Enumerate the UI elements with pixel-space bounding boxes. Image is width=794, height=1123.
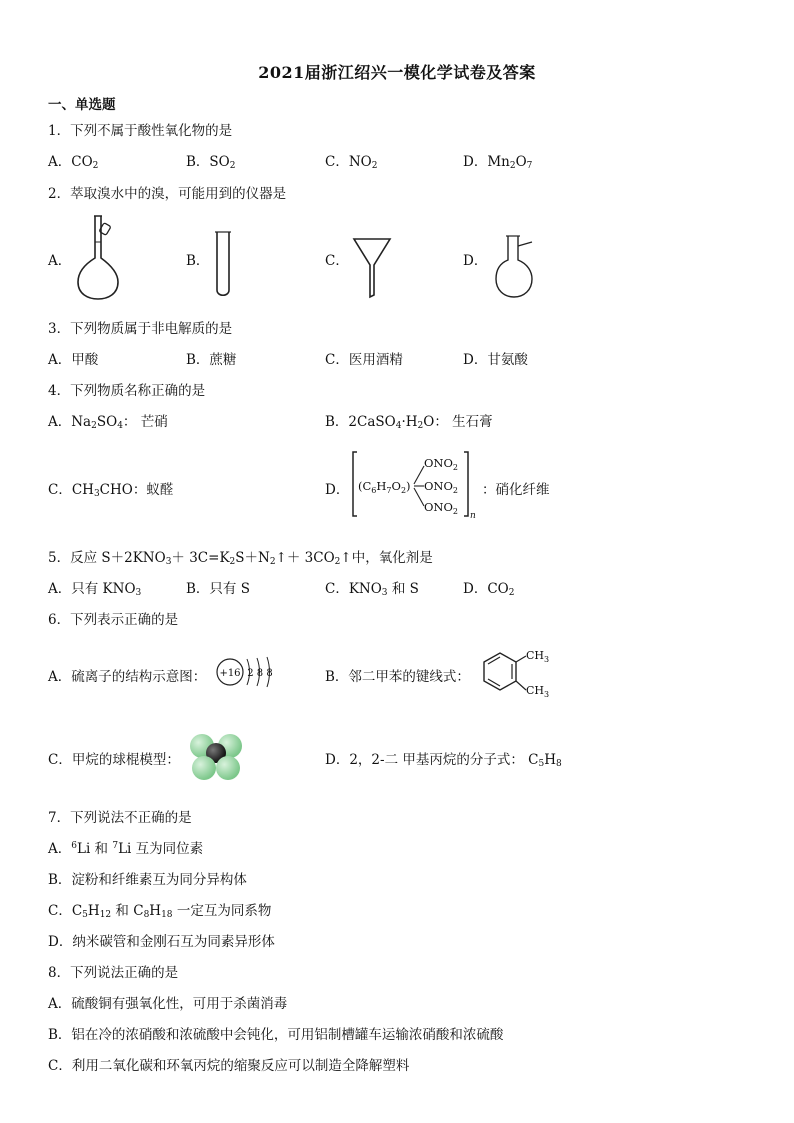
q2-option-c: C． [325, 253, 349, 269]
o-xylene-structure [474, 644, 556, 702]
q5-option-b: B．只有 S [186, 581, 250, 597]
ono2-label-top: $ONO_2$ [424, 456, 459, 472]
nitrocellulose-core-formula: $(C_6H_7O_2)$ [358, 479, 411, 495]
q8-option-c: C．利用二氧化碳和环氧丙烷的缩聚反应可以制造全降解塑料 [48, 1058, 410, 1074]
q5-option-a: A．只有 $KNO_3$ [48, 581, 142, 598]
q2-stem: 2．萃取溴水中的溴，可能用到的仪器是 [48, 186, 287, 202]
q4-option-d-name: ：硝化纤维 [482, 482, 550, 498]
page-title: 2021届浙江绍兴一模化学试卷及答案 [258, 63, 536, 82]
q4-option-d-label: D． [325, 482, 350, 498]
q6-option-a: A．硫离子的结构示意图： [48, 669, 207, 685]
distillation-flask-icon [494, 232, 536, 300]
q8-stem: 8．下列说法正确的是 [48, 965, 179, 981]
q3-option-b: B．蔗糖 [186, 352, 237, 368]
q5-stem: 5．反应 $S+2KNO_3+$ $3C=K_2S+N_2↑+$ $3CO_2↑$中，氧化剂是 [48, 550, 433, 567]
q5-option-c: C．$KNO_3$ 和 S [325, 581, 419, 598]
electron-shells-label: 2 8 8 [247, 668, 273, 679]
methane-ball-and-stick-model [184, 726, 248, 786]
q3-stem: 3．下列物质属于非电解质的是 [48, 321, 233, 337]
q7-option-c: C．$C_5H_{12}$ 和 $C_8H_{18}$ 一定互为同系物 [48, 903, 272, 920]
q7-stem: 7．下列说法不正确的是 [48, 810, 192, 826]
nitrocellulose-structure [350, 448, 480, 520]
volumetric-flask-icon [74, 212, 126, 302]
q1-option-b: B．$SO_2$ [186, 154, 236, 171]
test-tube-icon [214, 230, 232, 300]
q2-option-a: A． [48, 253, 72, 269]
q4-option-c: C．$CH_3CHO$：蚁醛 [48, 482, 174, 499]
section-heading: 一、单选题 [48, 97, 116, 113]
q1-stem: 1．下列不属于酸性氧化物的是 [48, 123, 233, 139]
q7-option-a: A．$^6$Li 和 $^7$Li 互为同位素 [48, 841, 204, 857]
q7-option-d: D．纳米碳管和金刚石互为同素异形体 [48, 934, 275, 950]
q1-option-d: D．$Mn_2O_7$ [463, 154, 533, 171]
q8-option-a: A．硫酸铜有强氧化性，可用于杀菌消毒 [48, 996, 288, 1012]
q4-option-a: A．$Na_2SO_4$： 芒硝 [48, 414, 168, 431]
ono2-label-middle: $ONO_2$ [424, 479, 459, 495]
q3-option-c: C．医用酒精 [325, 352, 403, 368]
ono2-label-bottom: $ONO_2$ [424, 500, 459, 516]
nucleus-charge-label: +16 [219, 668, 241, 679]
ch3-label-top: $CH_3$ [526, 649, 550, 664]
q5-option-d: D．$CO_2$ [463, 581, 515, 598]
q6-option-c: C．甲烷的球棍模型： [48, 752, 180, 768]
q3-option-d: D．甘氨酸 [463, 352, 528, 368]
q6-option-d: D．2，2-二 甲基丙烷的分子式： $C_5H_8$ [325, 752, 562, 769]
q6-option-b: B．邻二甲苯的键线式： [325, 669, 470, 685]
q8-option-b: B．铝在冷的浓硝酸和浓硫酸中会钝化，可用铝制槽罐车运输浓硝酸和浓硫酸 [48, 1027, 504, 1043]
q4-stem: 4．下列物质名称正确的是 [48, 383, 206, 399]
funnel-icon [352, 235, 392, 299]
q2-option-b: B． [186, 253, 210, 269]
polymer-n-label: n [470, 511, 476, 520]
q3-option-a: A．甲酸 [48, 352, 99, 368]
q6-stem: 6．下列表示正确的是 [48, 612, 179, 628]
q4-option-b: B．$2CaSO_4\cdot H_2O$： 生石膏 [325, 414, 493, 431]
ch3-label-bottom: $CH_3$ [526, 684, 550, 699]
sulfur-ion-diagram [214, 654, 280, 690]
q7-option-b: B．淀粉和纤维素互为同分异构体 [48, 872, 247, 888]
q1-option-a: A．$CO_2$ [48, 154, 99, 171]
q1-option-c: C．$NO_2$ [325, 154, 378, 171]
q2-option-d: D． [463, 253, 488, 269]
